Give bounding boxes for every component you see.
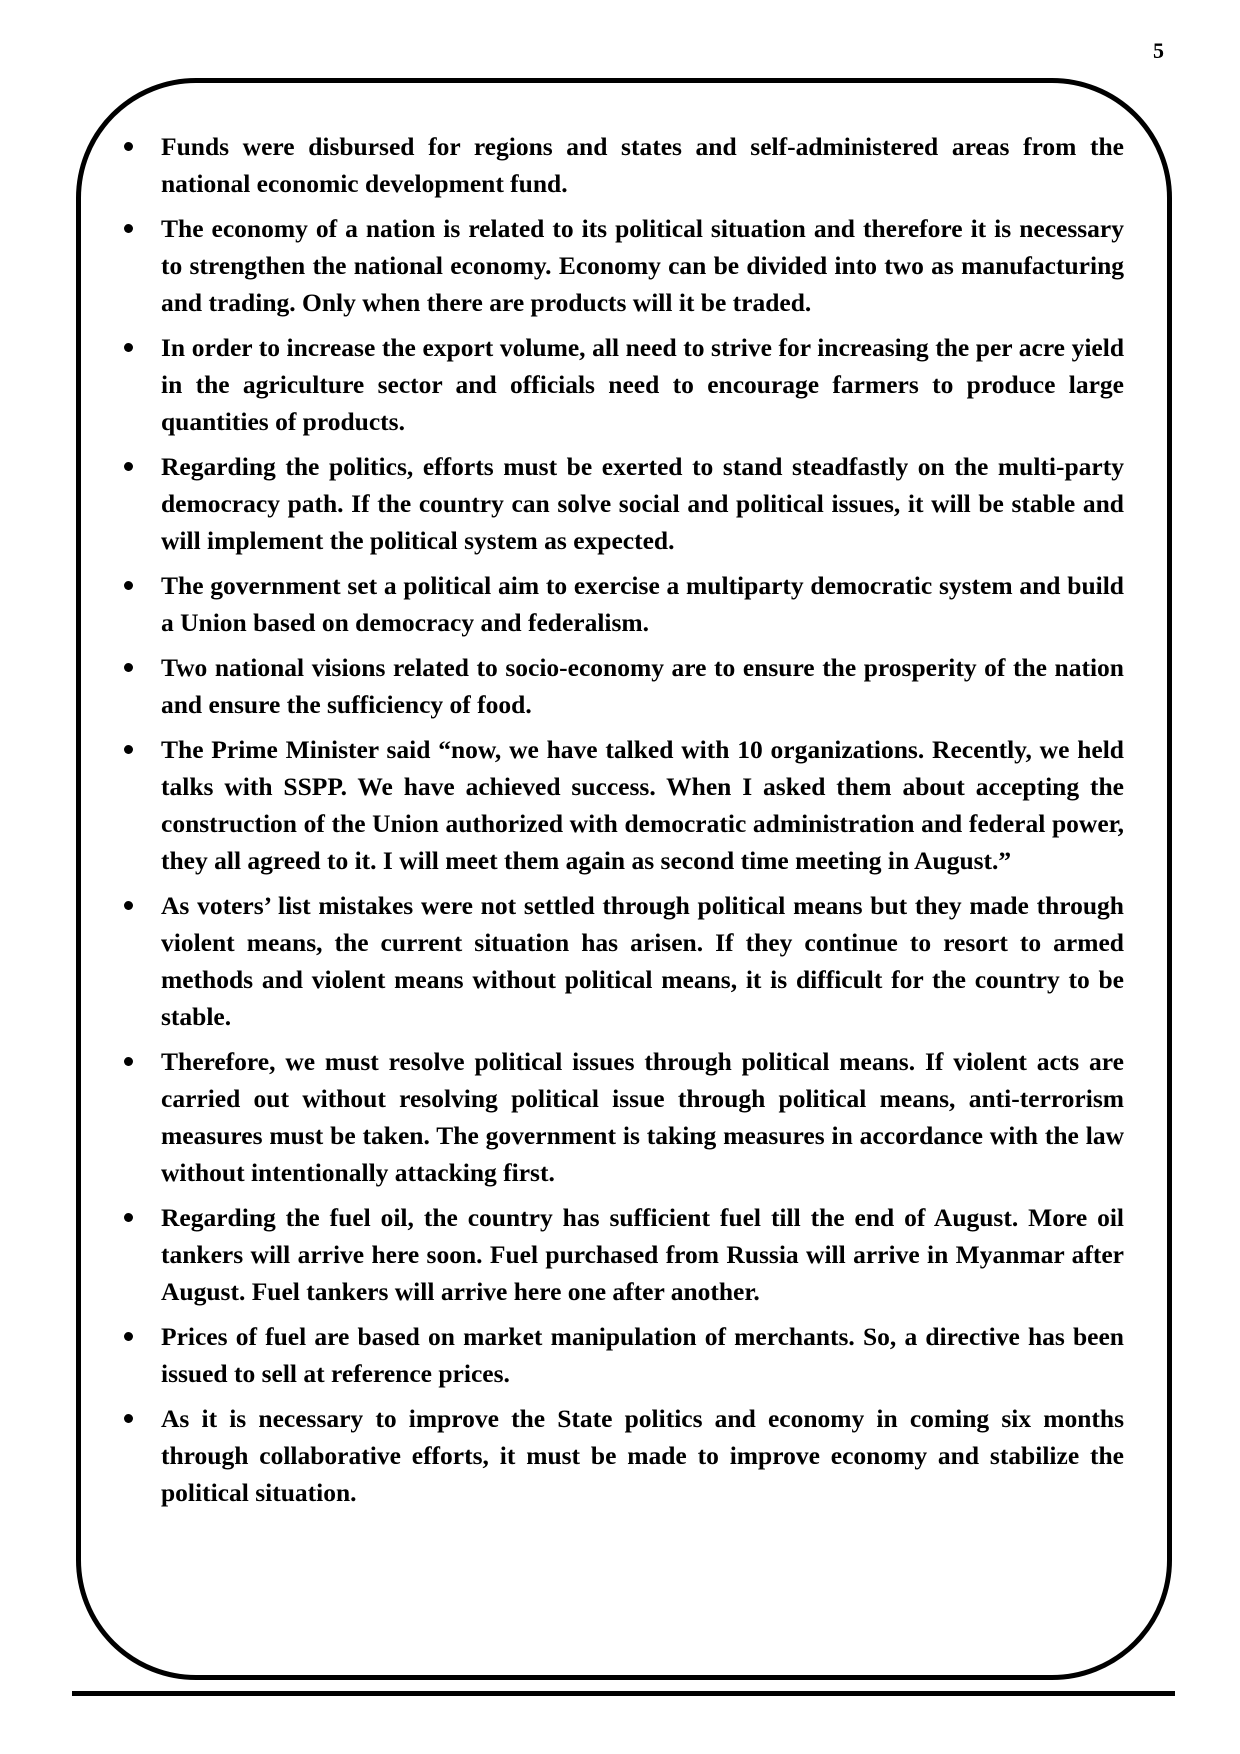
bullet-text: Funds were disbursed for regions and states and self-administered areas from the national economic development fund.	[161, 132, 1124, 198]
bullet-item	[116, 1318, 1124, 1392]
bullet-item	[116, 1043, 1124, 1191]
bullet-dot-icon	[124, 745, 133, 754]
bullet-item	[116, 1400, 1124, 1511]
bullet-text: In order to increase the export volume, all need to strive for increasing the per acre yield in the agriculture sector and officials need to encourage farmers to produce large quantities of products.	[161, 333, 1124, 436]
bullet-dot-icon	[124, 901, 133, 910]
bullet-dot-icon	[124, 663, 133, 672]
bullet-text: Regarding the fuel oil, the country has sufficient fuel till the end of August. More oil tankers will arrive here soon. Fuel purchased from Russia will arrive in Myanmar after August. Fuel tankers will arrive here one after another.	[161, 1203, 1124, 1306]
bullet-dot-icon	[124, 1057, 133, 1066]
bottom-rule	[72, 1691, 1175, 1696]
bullet-text: The government set a political aim to exercise a multiparty democratic system and build a Union based on democracy and federalism.	[161, 571, 1124, 637]
bullet-dot-icon	[124, 581, 133, 590]
bullet-text: Two national visions related to socio-economy are to ensure the prosperity of the nation and ensure the sufficiency of food.	[161, 653, 1124, 719]
bullet-text: Prices of fuel are based on market manipulation of merchants. So, a directive has been issued to sell at reference prices.	[161, 1322, 1124, 1388]
bullet-item	[116, 649, 1124, 723]
bullet-text: As it is necessary to improve the State politics and economy in coming six months through collaborative efforts, it must be made to improve economy and stabilize the political situation.	[161, 1404, 1124, 1507]
bullet-item	[116, 731, 1124, 879]
bullet-item	[116, 128, 1124, 202]
page-number: 5	[1153, 38, 1164, 63]
bullet-text: As voters’ list mistakes were not settled through political means but they made through violent means, the current situation has arisen. If they continue to resort to armed methods and violent means without political means, it is difficult for the country to be stable.	[161, 891, 1124, 1031]
bullet-dot-icon	[124, 462, 133, 471]
bullet-item	[116, 329, 1124, 440]
bullet-dot-icon	[124, 1332, 133, 1341]
bullet-text: Regarding the politics, efforts must be exerted to stand steadfastly on the multi-party democracy path. If the country can solve social and political issues, it will be stable and will implement the political system as expected.	[161, 452, 1124, 555]
bullet-text: The economy of a nation is related to its political situation and therefore it is necessary to strengthen the national economy. Economy can be divided into two as manufacturing and trading. Only when there are products will it be traded.	[161, 214, 1124, 317]
bullet-dot-icon	[124, 224, 133, 233]
bullet-dot-icon	[124, 1213, 133, 1222]
bullet-dot-icon	[124, 1414, 133, 1423]
bullet-item	[116, 567, 1124, 641]
bullet-text: The Prime Minister said “now, we have talked with 10 organizations. Recently, we held talks with SSPP. We have achieved success. When I asked them about accepting the construction of the Union authorized with democratic administration and federal power, they all agreed to it. I will meet them again as second time meeting in August.”	[161, 735, 1124, 875]
bullet-dot-icon	[124, 343, 133, 352]
bullet-item	[116, 210, 1124, 321]
bullet-item	[116, 1199, 1124, 1310]
bullet-dot-icon	[124, 142, 133, 151]
bullet-item	[116, 887, 1124, 1035]
bullet-list	[116, 128, 1124, 1519]
bullet-text: Therefore, we must resolve political issues through political means. If violent acts are carried out without resolving political issue through political means, anti-terrorism measures must be taken. The government is taking measures in accordance with the law without intentionally attacking first.	[161, 1047, 1124, 1187]
bullet-item	[116, 448, 1124, 559]
